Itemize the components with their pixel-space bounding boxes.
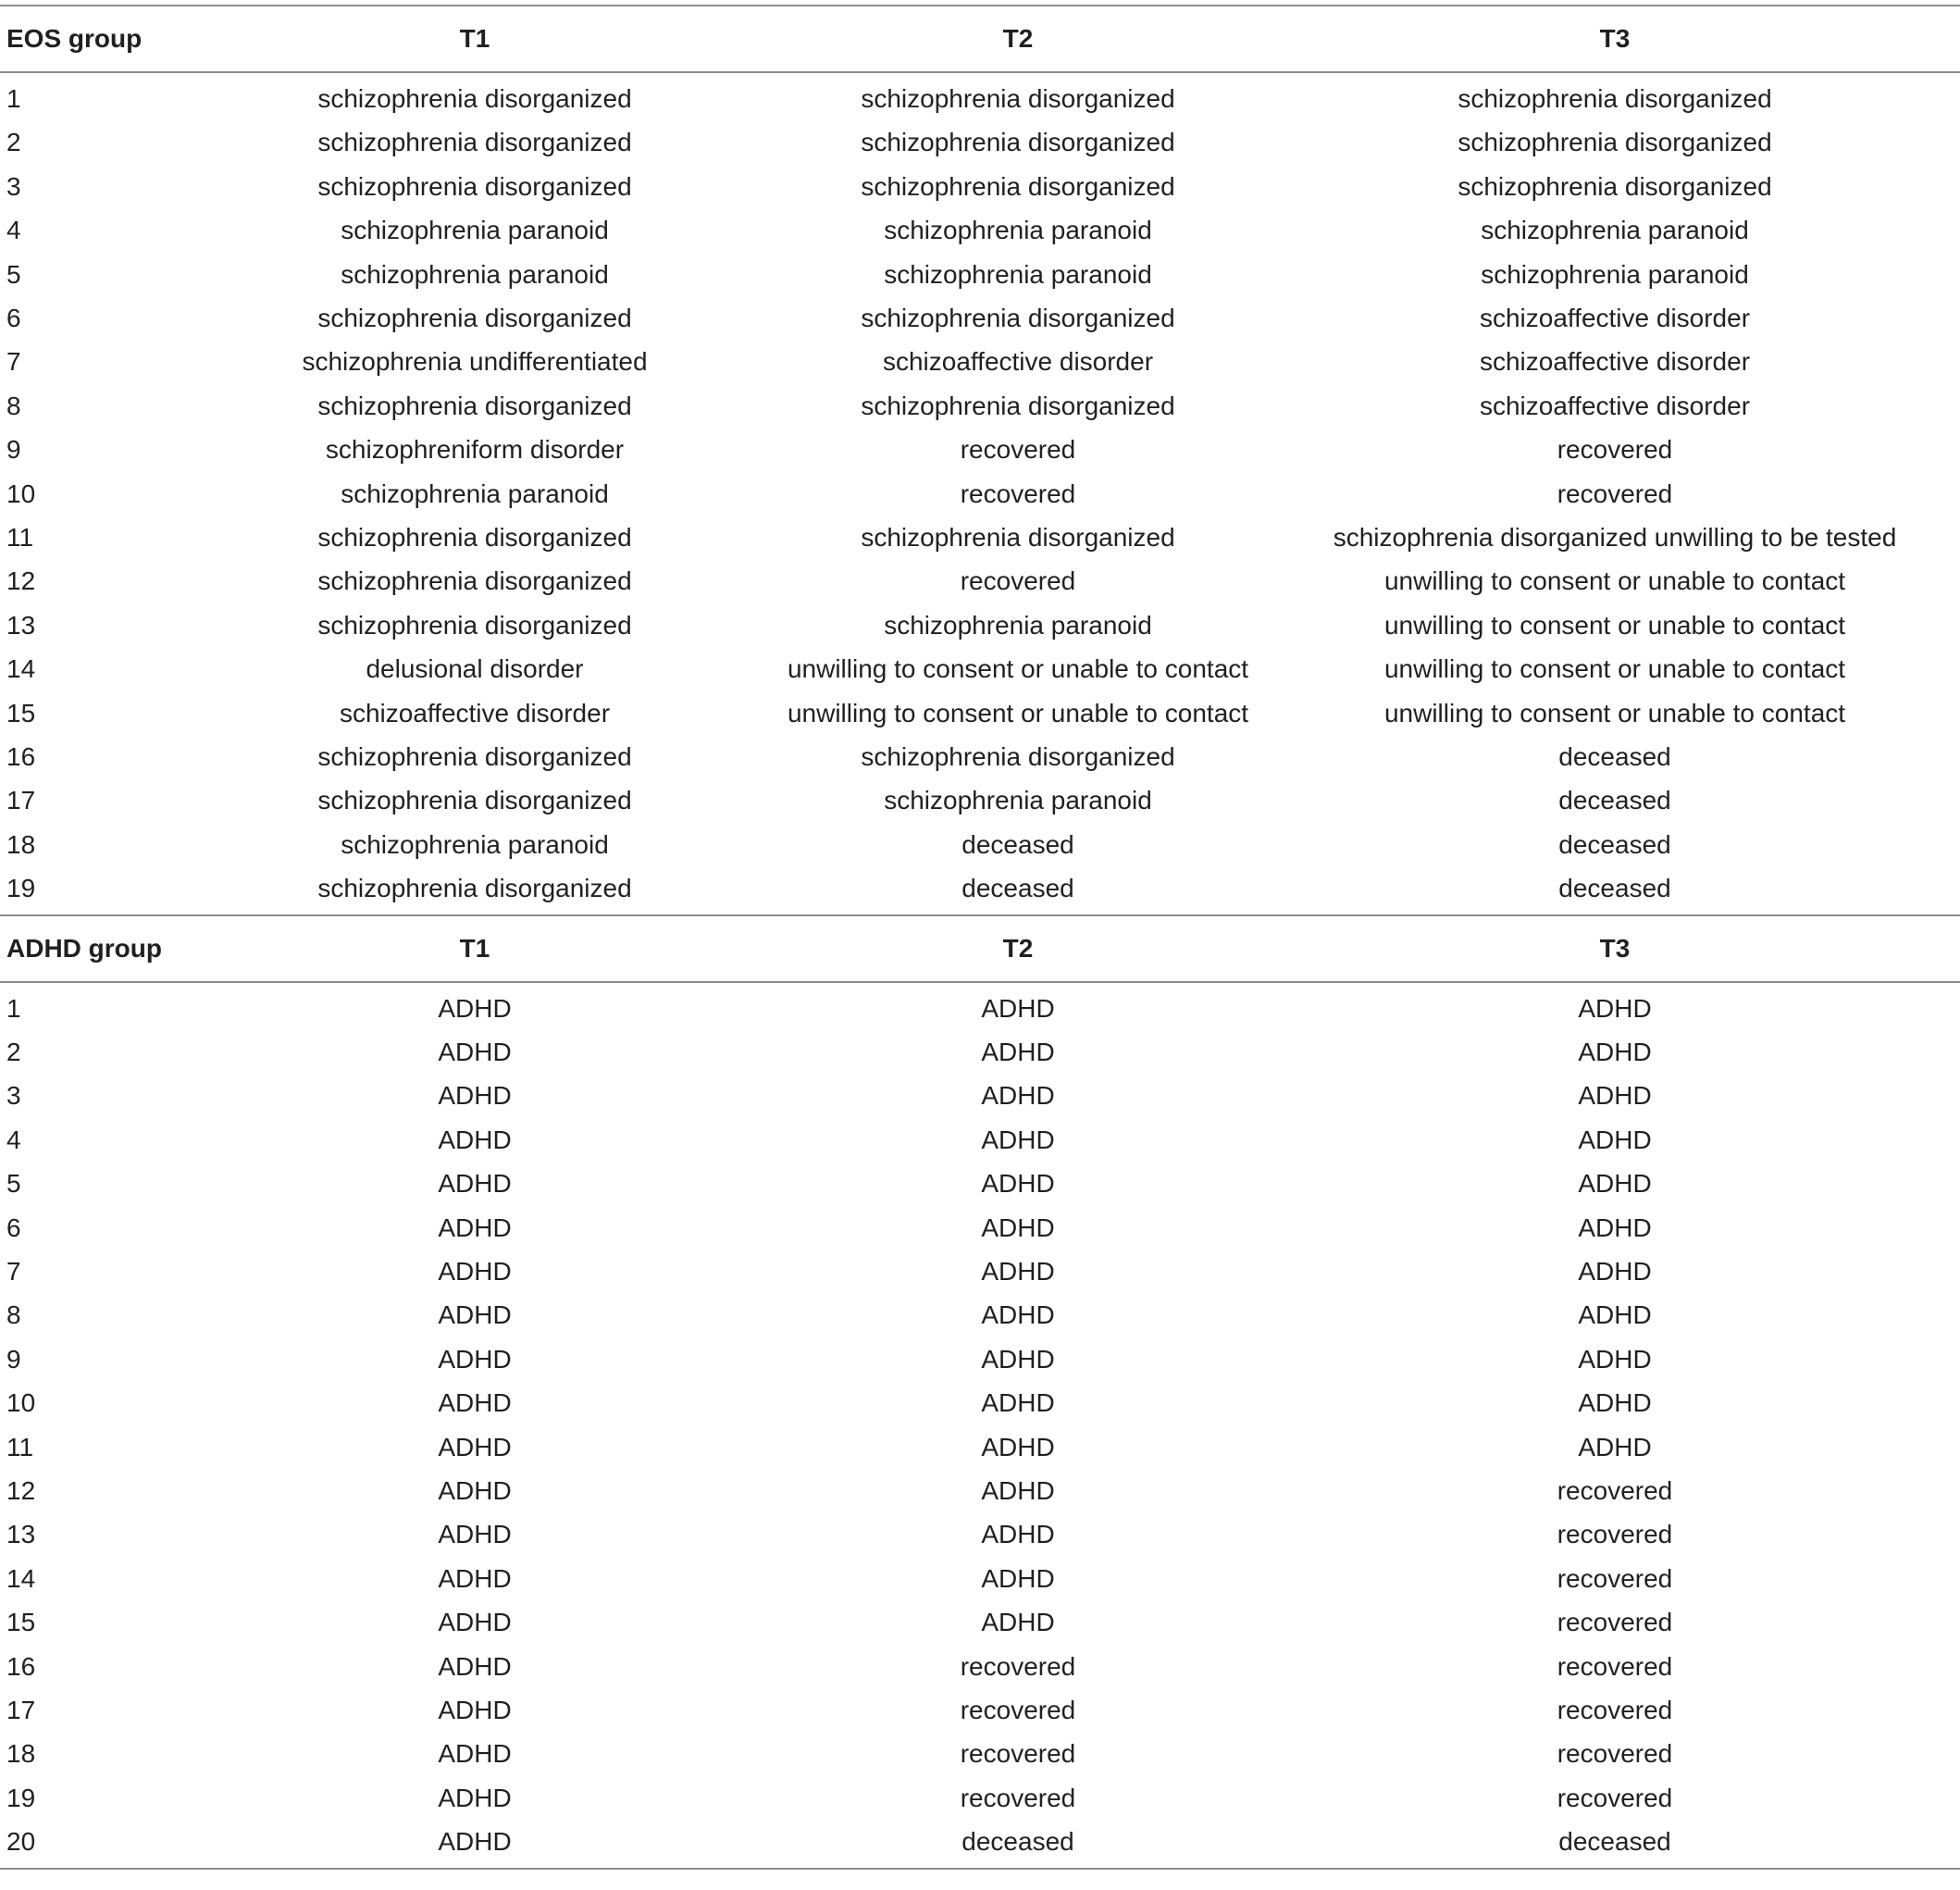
diagnosis-cell: ADHD (438, 1125, 512, 1154)
diagnosis-cell: schizophrenia disorganized (1458, 171, 1772, 201)
row-number: 4 (6, 1125, 21, 1154)
diagnosis-cell: schizophrenia disorganized (861, 128, 1175, 157)
diagnosis-cell: ADHD (438, 1563, 512, 1593)
table-rule-header (0, 981, 1960, 983)
diagnosis-cell: recovered (960, 479, 1076, 508)
diagnosis-cell: ADHD (981, 1432, 1055, 1461)
diagnosis-cell: schizophrenia disorganized (861, 523, 1175, 552)
section-header-row (0, 6, 1960, 71)
diagnosis-cell: ADHD (438, 1081, 512, 1111)
table-row (0, 559, 1960, 603)
diagnosis-cell: ADHD (438, 1651, 512, 1681)
diagnosis-cell: ADHD (981, 1257, 1055, 1286)
table-row (0, 77, 1960, 120)
row-number: 2 (6, 1038, 21, 1066)
row-number: 17 (6, 1696, 36, 1724)
diagnosis-cell: ADHD (1578, 1300, 1652, 1330)
table-row (0, 1645, 1960, 1688)
table-row (0, 1250, 1960, 1293)
table-row (0, 1074, 1960, 1117)
column-header: T2 (1002, 933, 1034, 963)
table-rule-bottom (0, 1868, 1960, 1870)
diagnosis-cell: deceased (1558, 874, 1671, 903)
diagnosis-cell: ADHD (1578, 1388, 1652, 1418)
table-row (0, 1600, 1960, 1644)
diagnosis-cell: recovered (960, 1696, 1076, 1724)
row-number: 10 (6, 479, 36, 508)
column-header: T1 (459, 24, 490, 53)
diagnosis-cell: unwilling to consent or unable to contact (787, 654, 1249, 684)
diagnosis-cell: schizophrenia disorganized (861, 391, 1175, 420)
row-number: 14 (6, 1563, 36, 1593)
table-row (0, 778, 1960, 822)
diagnosis-cell: ADHD (438, 1520, 512, 1549)
diagnosis-cell: schizophrenia disorganized (317, 874, 632, 903)
diagnosis-cell: schizophrenia paranoid (341, 479, 609, 508)
diagnosis-cell: unwilling to consent or unable to contact (1383, 654, 1846, 684)
diagnosis-cell: ADHD (981, 1081, 1055, 1111)
diagnosis-cell: ADHD (1578, 1169, 1652, 1199)
diagnosis-cell: recovered (1557, 1696, 1673, 1724)
diagnosis-cell: deceased (961, 829, 1074, 859)
diagnosis-cell: deceased (961, 874, 1074, 903)
table-row (0, 1118, 1960, 1162)
row-number: 17 (6, 786, 36, 815)
row-number: 14 (6, 654, 36, 684)
diagnosis-cell: schizophrenia disorganized (317, 523, 632, 552)
table-rule-header (0, 71, 1960, 73)
table-row (0, 647, 1960, 690)
table-row (0, 516, 1960, 559)
row-number: 3 (6, 171, 21, 201)
diagnosis-cell: schizoaffective disorder (1479, 347, 1751, 377)
row-number: 18 (6, 829, 36, 859)
diagnosis-cell: ADHD (981, 1169, 1055, 1199)
diagnosis-cell: ADHD (1578, 993, 1652, 1023)
row-number: 2 (6, 128, 21, 157)
table-row (0, 1688, 1960, 1732)
diagnosis-cell: recovered (960, 1739, 1076, 1769)
diagnosis-cell: ADHD (438, 1608, 512, 1637)
diagnosis-cell: schizophrenia disorganized (861, 742, 1175, 771)
row-number: 5 (6, 259, 21, 289)
diagnosis-cell: ADHD (981, 1608, 1055, 1637)
diagnosis-cell: schizophrenia disorganized (317, 566, 632, 596)
table-row (0, 691, 1960, 735)
diagnosis-cell: ADHD (1578, 1344, 1652, 1374)
diagnosis-cell: ADHD (438, 1827, 512, 1857)
row-number: 12 (6, 566, 36, 596)
diagnosis-cell: ADHD (981, 1038, 1055, 1066)
diagnosis-cell: ADHD (438, 1169, 512, 1199)
diagnosis-cell: ADHD (438, 1257, 512, 1286)
row-number: 12 (6, 1476, 36, 1505)
diagnosis-cell: schizophrenia disorganized (861, 84, 1175, 113)
column-header: T3 (1599, 24, 1631, 53)
row-number: 13 (6, 610, 36, 640)
diagnosis-cell: recovered (1557, 1651, 1673, 1681)
row-number: 15 (6, 1608, 36, 1637)
diagnosis-cell: ADHD (1578, 1432, 1652, 1461)
diagnosis-cell: schizophrenia paranoid (884, 216, 1152, 245)
diagnosis-cell: deceased (1558, 786, 1671, 815)
diagnosis-cell: schizophrenia disorganized (317, 304, 632, 332)
row-number: 8 (6, 1300, 21, 1330)
row-number: 7 (6, 347, 21, 377)
diagnosis-cell: schizophrenia paranoid (341, 259, 609, 289)
row-number: 1 (6, 993, 21, 1023)
diagnosis-cell: ADHD (438, 1476, 512, 1505)
table-row (0, 603, 1960, 647)
table-row (0, 428, 1960, 471)
table-row (0, 987, 1960, 1030)
table-row (0, 1206, 1960, 1250)
diagnosis-cell: ADHD (981, 1476, 1055, 1505)
table-row (0, 1512, 1960, 1556)
row-number: 19 (6, 1783, 36, 1812)
diagnosis-cell: recovered (1557, 1783, 1673, 1812)
diagnosis-cell: schizophrenia disorganized (317, 742, 632, 771)
table-row (0, 1776, 1960, 1820)
table-row (0, 208, 1960, 252)
diagnosis-cell: recovered (1557, 1520, 1673, 1549)
table-row (0, 1293, 1960, 1337)
table-row (0, 1162, 1960, 1205)
diagnosis-cell: ADHD (1578, 1081, 1652, 1111)
diagnosis-cell: schizophrenia paranoid (884, 610, 1152, 640)
diagnosis-cell: schizophrenia disorganized (861, 304, 1175, 332)
diagnosis-cell: ADHD (438, 1344, 512, 1374)
table-row (0, 1381, 1960, 1424)
column-header: T2 (1002, 24, 1034, 53)
diagnosis-cell: schizoaffective disorder (1479, 391, 1751, 420)
row-number: 9 (6, 435, 21, 465)
diagnosis-cell: schizophrenia paranoid (341, 216, 609, 245)
diagnosis-cell: schizophrenia disorganized (1458, 84, 1772, 113)
table-row (0, 340, 1960, 383)
row-number: 1 (6, 84, 21, 113)
diagnosis-cell: ADHD (981, 993, 1055, 1023)
diagnosis-cell: schizophrenia paranoid (1481, 259, 1749, 289)
diagnosis-cell: recovered (1557, 479, 1673, 508)
row-number: 11 (6, 523, 34, 552)
column-header: T3 (1599, 933, 1631, 963)
row-number: 10 (6, 1388, 36, 1418)
row-number: 13 (6, 1520, 36, 1549)
row-number: 5 (6, 1169, 21, 1199)
diagnosis-cell: ADHD (438, 1696, 512, 1724)
diagnosis-cell: recovered (1557, 1476, 1673, 1505)
diagnosis-cell: deceased (1558, 742, 1671, 771)
table-row (0, 1425, 1960, 1469)
row-number: 6 (6, 304, 21, 332)
table-row (0, 823, 1960, 866)
diagnosis-cell: schizophrenia paranoid (341, 829, 609, 859)
table-row (0, 296, 1960, 340)
group-label: EOS group (6, 24, 143, 53)
diagnosis-cell: recovered (1557, 1739, 1673, 1769)
diagnosis-cell: recovered (960, 435, 1076, 465)
diagnosis-cell: delusional disorder (366, 654, 584, 684)
table-row (0, 866, 1960, 910)
diagnosis-cell: ADHD (438, 1739, 512, 1769)
diagnosis-cell: unwilling to consent or unable to contact (1383, 610, 1846, 640)
diagnosis-cell: unwilling to consent or unable to contact (1383, 566, 1846, 596)
table-row (0, 384, 1960, 428)
diagnosis-cell: schizophreniform disorder (325, 435, 625, 465)
row-number: 8 (6, 391, 21, 420)
table-row (0, 1820, 1960, 1863)
diagnosis-cell: ADHD (1578, 1212, 1652, 1242)
diagnosis-cell: unwilling to consent or unable to contact (1383, 698, 1846, 727)
diagnosis-cell: schizophrenia disorganized unwilling to be tested (1333, 523, 1897, 552)
diagnosis-cell: recovered (960, 566, 1076, 596)
column-header: T1 (459, 933, 490, 963)
diagnosis-cell: schizophrenia disorganized (317, 128, 632, 157)
row-number: 18 (6, 1739, 36, 1769)
row-number: 3 (6, 1081, 21, 1111)
row-number: 4 (6, 216, 21, 245)
diagnosis-cell: schizoaffective disorder (339, 698, 611, 727)
table-row (0, 472, 1960, 516)
diagnosis-cell: ADHD (981, 1520, 1055, 1549)
diagnosis-cell: unwilling to consent or unable to contact (787, 698, 1249, 727)
diagnosis-cell: schizophrenia paranoid (884, 786, 1152, 815)
row-number: 9 (6, 1344, 21, 1374)
diagnosis-cell: schizophrenia disorganized (317, 610, 632, 640)
table-row (0, 120, 1960, 164)
diagnosis-cell: ADHD (981, 1388, 1055, 1418)
diagnosis-cell: schizophrenia paranoid (884, 259, 1152, 289)
table-row (0, 735, 1960, 778)
row-number: 7 (6, 1257, 21, 1286)
section-header-row (0, 916, 1960, 981)
diagnosis-cell: ADHD (981, 1300, 1055, 1330)
diagnosis-cell: ADHD (438, 1300, 512, 1330)
diagnosis-cell: ADHD (981, 1212, 1055, 1242)
group-label: ADHD group (6, 933, 162, 963)
diagnosis-cell: ADHD (981, 1125, 1055, 1154)
diagnosis-cell: schizophrenia disorganized (317, 84, 632, 113)
diagnosis-cell: recovered (960, 1651, 1076, 1681)
diagnosis-cell: ADHD (1578, 1038, 1652, 1066)
diagnosis-cell: deceased (961, 1827, 1074, 1857)
table-row (0, 253, 1960, 296)
diagnosis-cell: schizophrenia paranoid (1481, 216, 1749, 245)
diagnosis-cell: schizophrenia disorganized (861, 171, 1175, 201)
diagnosis-cell: ADHD (1578, 1125, 1652, 1154)
row-number: 16 (6, 1651, 36, 1681)
diagnosis-cell: ADHD (438, 993, 512, 1023)
diagnosis-cell: ADHD (1578, 1257, 1652, 1286)
diagnosis-cell: deceased (1558, 829, 1671, 859)
diagnosis-cell: ADHD (438, 1388, 512, 1418)
diagnosis-cell: recovered (1557, 435, 1673, 465)
row-number: 11 (6, 1432, 34, 1461)
diagnosis-cell: schizoaffective disorder (882, 347, 1154, 377)
row-number: 20 (6, 1827, 36, 1857)
diagnosis-cell: schizophrenia undifferentiated (302, 347, 648, 377)
diagnosis-cell: schizoaffective disorder (1479, 304, 1751, 332)
diagnosis-cell: deceased (1558, 1827, 1671, 1857)
diagnosis-cell: ADHD (981, 1563, 1055, 1593)
table-row (0, 1557, 1960, 1600)
diagnosis-cell: recovered (1557, 1608, 1673, 1637)
row-number: 19 (6, 874, 36, 903)
diagnosis-cell: recovered (1557, 1563, 1673, 1593)
row-number: 6 (6, 1212, 21, 1242)
table-row (0, 1732, 1960, 1775)
diagnosis-cell: ADHD (438, 1783, 512, 1812)
table-row (0, 1337, 1960, 1381)
row-number: 15 (6, 698, 36, 727)
diagnosis-cell: schizophrenia disorganized (317, 786, 632, 815)
row-number: 16 (6, 742, 36, 771)
table-row (0, 1469, 1960, 1512)
diagnosis-cell: ADHD (438, 1432, 512, 1461)
diagnosis-cell: schizophrenia disorganized (1458, 128, 1772, 157)
table-row (0, 1030, 1960, 1074)
table-row (0, 165, 1960, 208)
diagnosis-cell: recovered (960, 1783, 1076, 1812)
diagnosis-cell: ADHD (981, 1344, 1055, 1374)
diagnosis-cell: ADHD (438, 1212, 512, 1242)
diagnosis-cell: ADHD (438, 1038, 512, 1066)
diagnosis-cell: schizophrenia disorganized (317, 391, 632, 420)
diagnosis-cell: schizophrenia disorganized (317, 171, 632, 201)
